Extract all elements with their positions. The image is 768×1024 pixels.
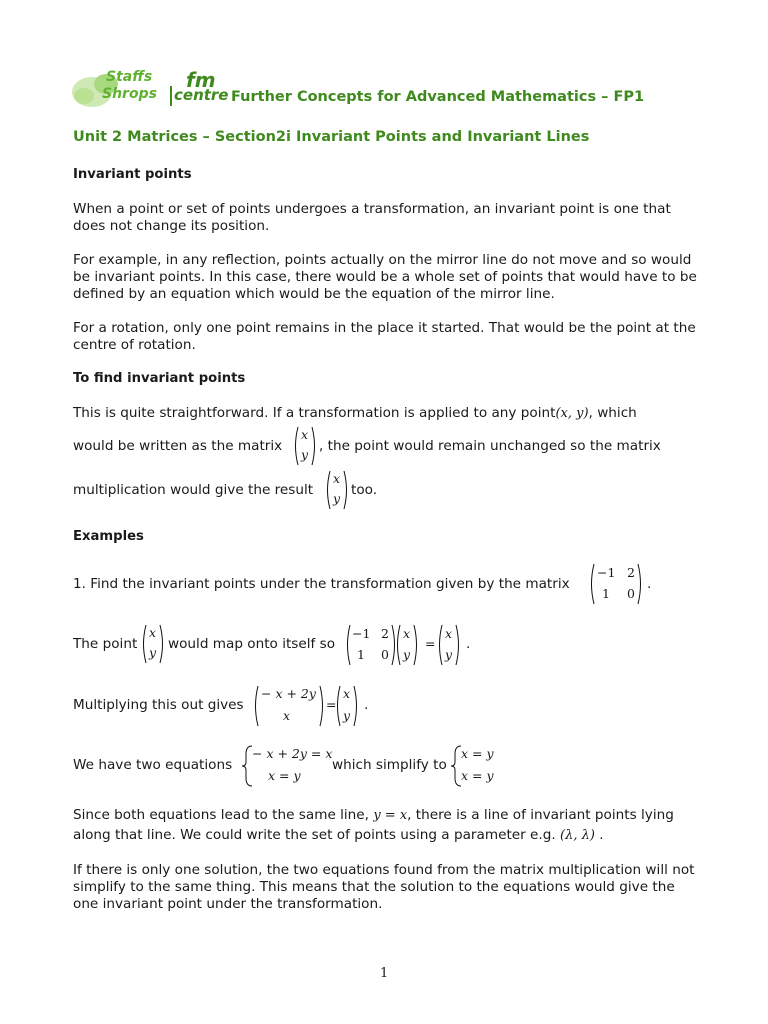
find-line-3-end: too. — [351, 482, 378, 498]
equation-2: x = y — [268, 768, 301, 783]
cell-m11: −1 — [597, 565, 616, 580]
cell-y: y — [149, 645, 157, 660]
heading-invariant-points: Invariant points — [73, 167, 192, 182]
logo — [70, 66, 230, 110]
cell-y: y — [333, 491, 341, 506]
find-line-1 — [73, 405, 637, 421]
product-dot: . — [364, 697, 369, 713]
cell-x: x — [301, 427, 309, 442]
point-text-end: would map onto itself so — [168, 636, 336, 652]
simplified-2: x = y — [461, 768, 494, 783]
multiplying-text: Multiplying this out gives — [73, 697, 244, 713]
equals-sign: = — [425, 636, 436, 651]
cell-y: y — [301, 447, 309, 462]
find-line-3-text: multiplication would give the result — [73, 482, 314, 498]
find-line-2-end: , the point would remain unchanged so the matrix — [319, 438, 661, 454]
find-line-1-text: This is quite straightforward. If a transformation is applied to any point — [73, 405, 556, 421]
cell-x: x — [403, 626, 411, 641]
cell-y: y — [343, 708, 351, 723]
find-line-2-text: would be written as the matrix — [73, 438, 283, 454]
logo-text-shrops: Shrops — [102, 86, 157, 102]
cell-m21: 1 — [602, 586, 610, 601]
find-line-1-end: , which — [588, 405, 637, 421]
since-line-2-end: . — [599, 827, 604, 843]
cell-m22: 0 — [627, 586, 635, 601]
paragraph-rotation: For a rotation, only one point remains in the place it started. That would be the point at the centre of rotation. — [73, 320, 696, 353]
unit-title: Unit 2 Matrices – Section2i Invariant Points and Invariant Lines — [73, 129, 590, 145]
since-line-2-text: along that line. We could write the set of points using a parameter e.g. — [73, 827, 556, 843]
since-line-1 — [73, 807, 674, 823]
logo-text-centre: centre — [174, 86, 229, 104]
since-line-1-end: , there is a line of invariant points lying — [407, 807, 674, 823]
simplified-system — [449, 744, 509, 788]
cell-m12: 2 — [627, 565, 635, 580]
cell-m12: 2 — [381, 626, 389, 641]
since-line-1-text: Since both equations lead to the same line, — [73, 807, 369, 823]
logo-text-fm: fm — [186, 68, 216, 92]
cell-m22: 0 — [381, 647, 389, 662]
paragraph-single-solution: If there is only one solution, the two equations found from the matrix multiplication will not simplify to the same thing. This means that the solution to the equations would give the one invariant point under the transformation. — [73, 862, 695, 912]
point-text: The point — [73, 636, 138, 652]
parameter: (λ, λ) — [560, 828, 595, 843]
simplified-1: x = y — [461, 746, 494, 761]
equation-system — [240, 744, 333, 788]
course-title: Further Concepts for Advanced Mathematics – FP1 — [231, 89, 645, 105]
matrix-equation — [344, 623, 474, 667]
logo-divider — [170, 86, 172, 106]
cell-x: x — [445, 626, 453, 641]
equals-sign: = — [326, 697, 337, 712]
two-equations-text: We have two equations — [73, 757, 233, 773]
cell-y: y — [445, 647, 453, 662]
heading-find-invariant-points: To find invariant points — [73, 371, 246, 386]
paragraph-definition: When a point or set of points undergoes a transformation, an invariant point is one that does not change its position. — [73, 201, 671, 234]
cell-m11: −1 — [352, 626, 371, 641]
cell-row1-expr: − x + 2y — [261, 686, 316, 701]
line-equation: y = x — [373, 808, 408, 823]
equation-1: − x + 2y = x — [252, 746, 333, 761]
paragraph-reflection: For example, in any reflection, points actually on the mirror line do not move and so would be invariant points. In this case, there would be a whole set of points that would have to be defined by an equation which would be the equation of the mirror line. — [73, 252, 697, 302]
matrix-equation-dot: . — [466, 636, 471, 652]
heading-examples: Examples — [73, 529, 144, 544]
cell-x: x — [343, 686, 351, 701]
cell-m21: 1 — [357, 647, 365, 662]
cell-y: y — [403, 647, 411, 662]
point-xy: (x, y) — [555, 406, 589, 421]
column-matrix-xy-2 — [324, 469, 350, 511]
cell-x: x — [283, 708, 291, 723]
since-line-2 — [73, 827, 604, 843]
logo-text-staffs: Staffs — [106, 69, 153, 85]
cell-x: x — [149, 625, 157, 640]
product-equation — [252, 684, 364, 728]
example-1-text: 1. Find the invariant points under the transformation given by the matrix — [73, 576, 570, 592]
simplify-text: which simplify to — [332, 757, 447, 773]
page-number: 1 — [380, 966, 389, 981]
column-matrix-xy-1 — [292, 425, 318, 467]
example-1-dot: . — [647, 576, 652, 592]
cell-x: x — [333, 471, 341, 486]
transformation-matrix — [588, 562, 644, 606]
column-matrix-xy-3 — [140, 623, 166, 665]
